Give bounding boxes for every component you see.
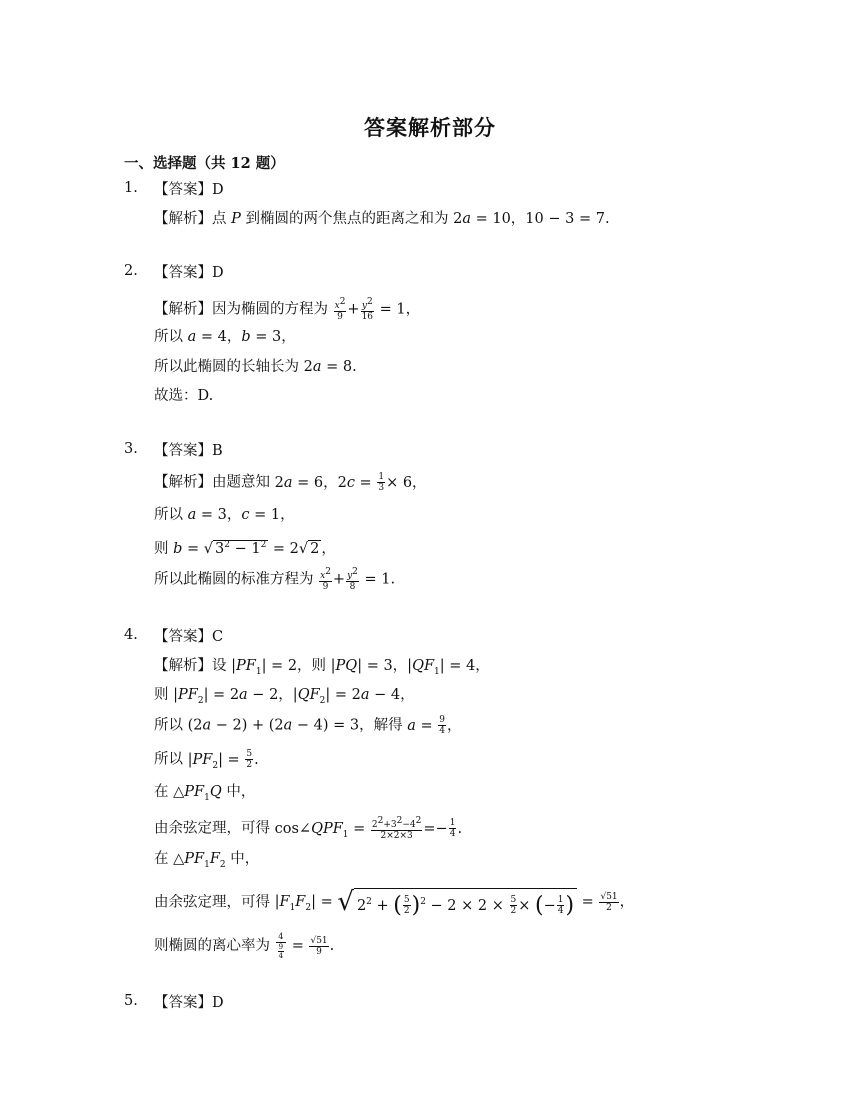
answer-label: 【答案】B: [154, 443, 223, 459]
question-number: 4.: [124, 627, 138, 643]
analysis-line: 【解析】因为椭圆的方程为 $\frac{x^2}{9}$ + $\frac{y^2}{16}$ = 1，: [154, 297, 421, 322]
analysis-line: 所以 a = 3，c = 1，: [154, 507, 295, 523]
analysis-line: 在 $\triangle PF_1Q$ 中，: [154, 784, 256, 803]
page-title: 答案解析部分: [364, 115, 496, 140]
analysis-line: 由余弦定理，可得 $|F_1F_2|$ = √ $2^2$ + ( $\frac{5}{2}$ )$^2$ − 2 × 2 × $\frac{5}{2}$ × (− $\frac{1}{4}$ ) = $\frac{√51}{2}$ ，: [154, 887, 635, 918]
question-number: 2.: [124, 263, 138, 279]
analysis-line: 则 $|PF_2| = 2a - 2$，$|QF_2| = 2a - 4$，: [154, 687, 415, 706]
analysis-line: 【解析】点 P 到椭圆的两个焦点的距离之和为 2a = 10，10 − 3 = 7.: [154, 211, 610, 227]
question-number: 3.: [124, 441, 138, 457]
question-number: 1.: [124, 180, 138, 196]
analysis-line: 则椭圆的离心率为 $\frac{4}{\frac{9}{4}}$ = $\frac{√51}{9}$ .: [154, 932, 335, 960]
answer-label: 【答案】C: [154, 629, 224, 645]
analysis-line: 由余弦定理，可得 $\cos\angle QPF_1$ = $\frac{2^2+3^2-4^2}{2\times 2\times 3}$ =− $\frac{1}{4}$ .: [154, 816, 463, 841]
section-heading: 一、选择题（共 12 题）: [124, 155, 285, 172]
analysis-line: 所以 $|PF_2|$ = $\frac{5}{2}$ .: [154, 749, 259, 771]
analysis-line: 所以此椭圆的标准方程为 $\frac{x^2}{9}$ + $\frac{y^2}{8}$ = 1.: [154, 567, 396, 592]
analysis-line: 所以此椭圆的长轴长为 2a = 8.: [154, 359, 357, 375]
analysis-line: 所以 (2a − 2) + (2a − 4) = 3，解得 a = $\frac{9}{4}$ ，: [154, 715, 462, 736]
answer-label: 【答案】D: [154, 995, 224, 1011]
analysis-line: 在 $\triangle PF_1F_2$ 中，: [154, 851, 260, 870]
answer-label: 【答案】D: [154, 182, 224, 198]
analysis-line: 【解析】由题意知 2a = 6，2c = $\frac{1}{3}$ × 6，: [154, 472, 427, 493]
question-number: 5.: [124, 993, 138, 1009]
analysis-line: 【解析】设 $|PF_1| = 2$，则 |PQ| = 3，$|QF_1| = 4$，: [154, 658, 490, 677]
answer-label: 【答案】D: [154, 265, 224, 281]
analysis-line: 所以 a = 4，b = 3，: [154, 329, 296, 345]
analysis-line: 则 b = √ $3^2 - 1^2 = 2√$ 2 ，: [154, 540, 336, 557]
analysis-line: 故选：D.: [154, 388, 214, 404]
